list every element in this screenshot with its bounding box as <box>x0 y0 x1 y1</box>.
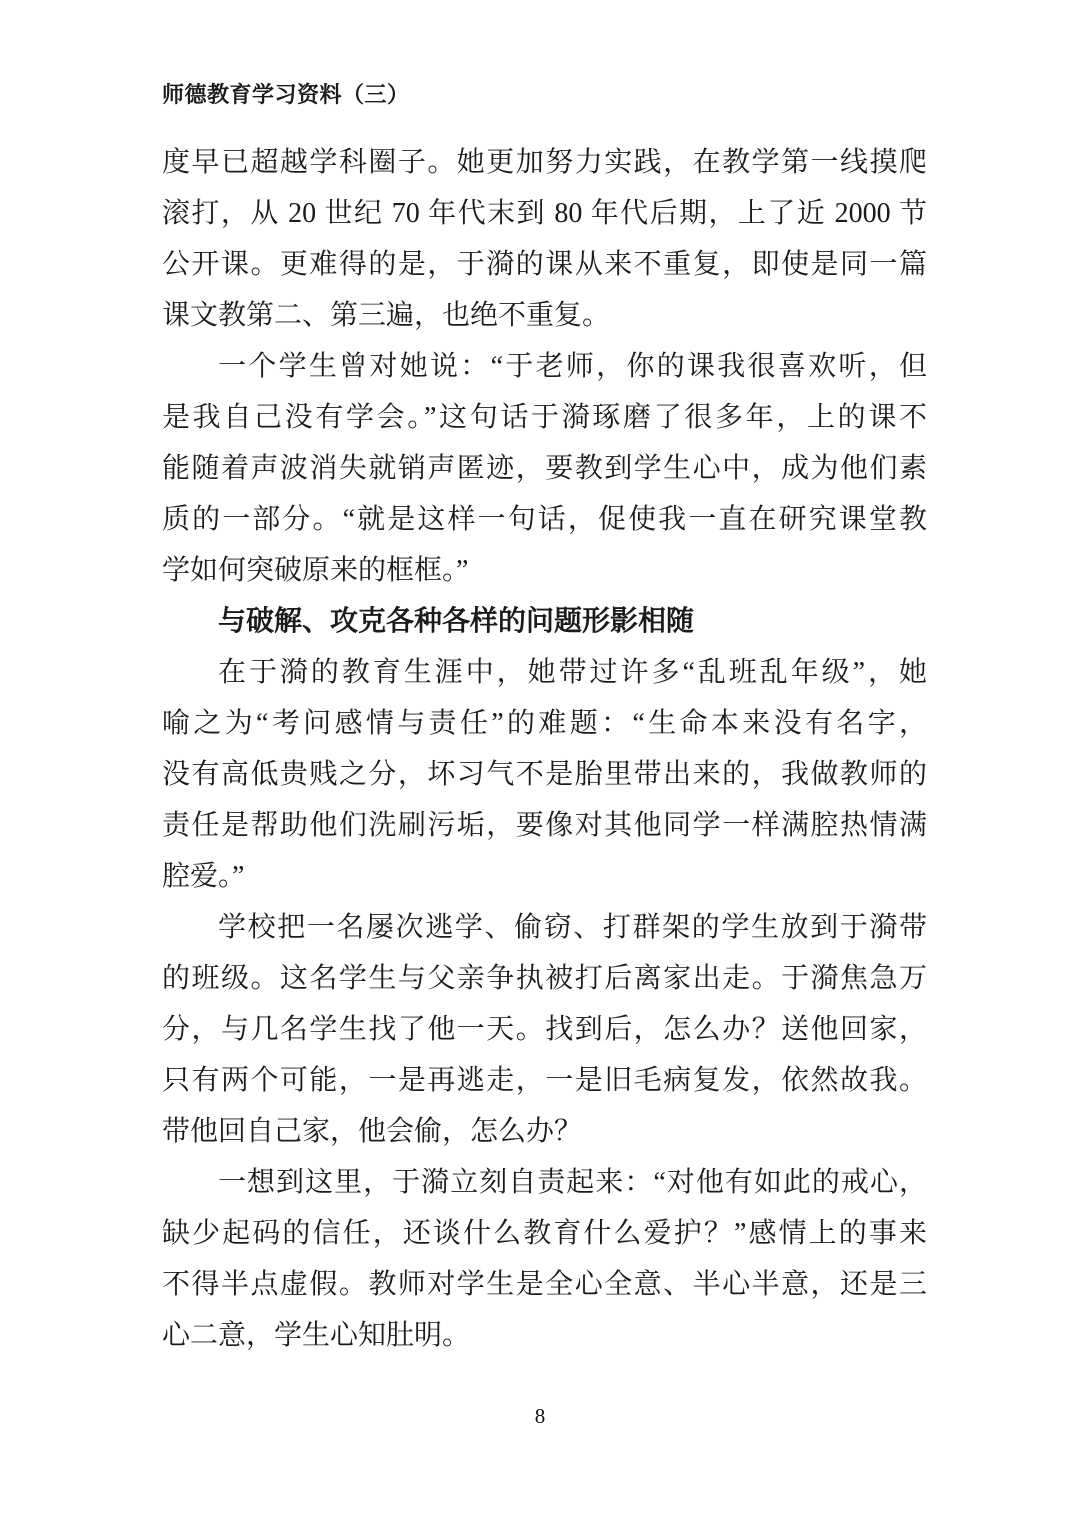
text-line: 学校把一名屡次逃学、偷窃、打群架的学生放到于漪带 <box>218 912 927 943</box>
text-line: 缺少起码的信任，还谈什么教育什么爱护？”感情上的事来 <box>162 1218 927 1249</box>
header-title: 师德教育学习资料（三） <box>162 82 410 107</box>
paragraph <box>162 902 927 1157</box>
text-line: 没有高低贵贱之分，坏习气不是胎里带出来的，我做教师的 <box>162 759 927 790</box>
text-line: 不得半点虚假。教师对学生是全心全意、半心半意，还是三 <box>162 1269 927 1300</box>
text-line: 在于漪的教育生涯中，她带过许多“乱班乱年级”，她 <box>218 657 927 688</box>
text-line: 分，与几名学生找了他一天。找到后，怎么办？送他回家， <box>162 1014 927 1045</box>
text-line: 带他回自己家，他会偷，怎么办？ <box>162 1116 583 1147</box>
text-line: 与破解、攻克各种各样的问题形影相随 <box>218 606 695 637</box>
page-footer <box>0 1404 1080 1429</box>
text-line: 能随着声波消失就销声匿迹，要教到学生心中，成为他们素 <box>162 453 927 484</box>
text-line: 腔爱。” <box>162 861 245 892</box>
text-line: 学如何突破原来的框框。” <box>162 555 469 586</box>
paragraph <box>162 1157 927 1361</box>
text-line: 滚打，从 20 世纪 70 年代末到 80 年代后期，上了近 2000 节 <box>162 198 927 229</box>
text-line: 一想到这里，于漪立刻自责起来：“对他有如此的戒心， <box>218 1167 927 1198</box>
text-line: 是我自己没有学会。”这句话于漪琢磨了很多年，上的课不 <box>162 402 927 433</box>
document-body <box>162 137 927 1361</box>
text-line: 课文教第二、第三遍，也绝不重复。 <box>162 300 611 331</box>
paragraph <box>162 341 927 596</box>
text-line: 心二意，学生心知肚明。 <box>162 1320 471 1351</box>
paragraph <box>162 137 927 341</box>
section-heading <box>162 596 927 647</box>
text-line: 只有两个可能，一是再逃走，一是旧毛病复发，依然故我。 <box>162 1065 927 1096</box>
text-line: 度早已超越学科圈子。她更加努力实践，在教学第一线摸爬 <box>162 147 927 178</box>
text-line: 质的一部分。“就是这样一句话，促使我一直在研究课堂教 <box>162 504 927 535</box>
text-line: 公开课。更难得的是，于漪的课从来不重复，即使是同一篇 <box>162 249 927 280</box>
text-line: 喻之为“考问感情与责任”的难题：“生命本来没有名字， <box>162 708 927 739</box>
text-line: 一个学生曾对她说：“于老师，你的课我很喜欢听，但 <box>218 351 927 382</box>
page-header <box>162 78 410 109</box>
paragraph <box>162 647 927 902</box>
text-line: 的班级。这名学生与父亲争执被打后离家出走。于漪焦急万 <box>162 963 927 994</box>
page-number: 8 <box>534 1404 546 1428</box>
text-line: 责任是帮助他们洗刷污垢，要像对其他同学一样满腔热情满 <box>162 810 927 841</box>
